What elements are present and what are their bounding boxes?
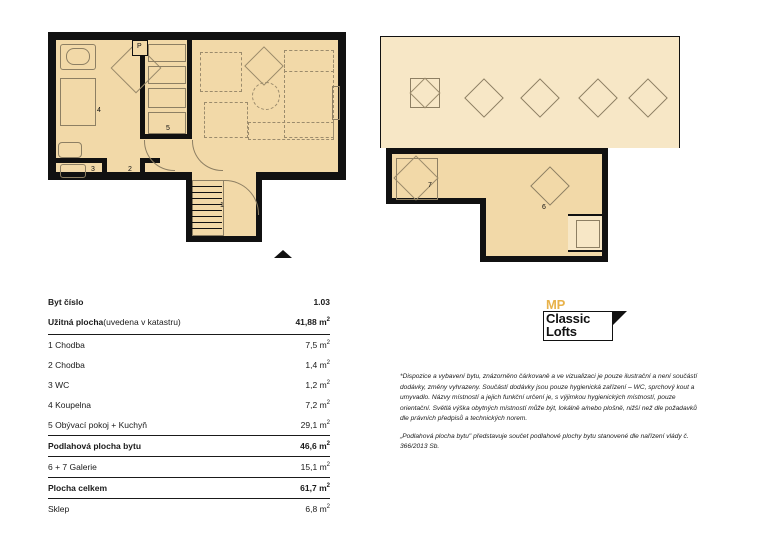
gallery-number-7: 7 xyxy=(428,182,432,189)
furniture-shelf xyxy=(248,122,334,140)
table-row xyxy=(48,375,330,395)
kitchen-hob xyxy=(148,66,186,84)
row-unit: m xyxy=(319,380,327,390)
row-unit-sup: 2 xyxy=(326,400,330,407)
row-unit: m xyxy=(319,420,327,430)
stair-step-8 xyxy=(192,228,222,229)
room-number-1: 1 xyxy=(220,202,224,209)
area-table xyxy=(48,292,330,519)
gallery-wall-top xyxy=(386,148,608,154)
marker-p-label: P xyxy=(137,43,142,50)
logo-line-2: Classic xyxy=(546,310,591,326)
gallery-niche-inner xyxy=(576,220,600,248)
logo-line-3: Lofts xyxy=(546,324,577,339)
gallery-wall-right xyxy=(602,148,608,262)
table-row xyxy=(48,335,330,355)
fixture-basin xyxy=(66,48,90,65)
furniture-headboard xyxy=(284,50,334,72)
row-note: (uvedena v katastru) xyxy=(103,317,181,327)
room-number-5: 5 xyxy=(166,125,170,132)
gallery-number-6: 6 xyxy=(542,204,546,211)
row-value: 1,4 xyxy=(305,360,318,370)
wall-partition-5 xyxy=(102,158,107,180)
row-unit-sup: 2 xyxy=(326,462,330,469)
wall-bottom-right xyxy=(256,172,346,180)
gallery-void-top xyxy=(380,36,680,37)
furniture-table xyxy=(252,82,280,110)
row-unit: m xyxy=(319,400,327,410)
room-number-3: 3 xyxy=(91,166,95,173)
row-value: 41,88 xyxy=(295,317,317,327)
row-label: 4 Koupelna xyxy=(48,400,92,410)
gallery-niche-bottom xyxy=(568,250,602,252)
row-unit: m xyxy=(319,483,327,493)
kitchen-cabinet xyxy=(148,88,186,108)
row-value: 46,6 xyxy=(300,441,317,451)
stair-step-3 xyxy=(192,198,222,199)
row-unit: m xyxy=(319,317,327,327)
table-row-plocha-celkem xyxy=(48,478,330,498)
wall-partition-3 xyxy=(187,40,192,139)
brand-logo xyxy=(543,298,633,350)
room-number-2: 2 xyxy=(128,166,132,173)
gallery-niche-top xyxy=(568,214,602,216)
row-value: 29,1 xyxy=(300,420,318,430)
table-row-podlahova-plocha xyxy=(48,436,330,456)
stair-step-5 xyxy=(192,210,222,211)
table-row xyxy=(48,355,330,375)
row-label: Sklep xyxy=(48,504,70,514)
row-value: 1.03 xyxy=(313,297,330,307)
row-label: Užitná plocha xyxy=(48,317,104,327)
floor-plan-left xyxy=(40,22,358,280)
kitchen-counter xyxy=(148,44,186,62)
disclaimer-paragraph-1: *Dispozice a vybavení bytu, znázorněno čárkovaně a ve vizualizaci je pouze ilustrační a není součástí dodávky, změny vyhrazeny. Součástí dodávky jsou pouze hygienická zařízení – WC, sprchový kout a umyvadlo. Názvy místností a jejich funkční určení je, s výjimkou hygienických místností, pouze orientační. Světlá výška obytných místností může být, lokálně a/nebo plošně, nižší než dle požadavků dle právních předpisů a technických norem. xyxy=(400,373,698,422)
stair-step-2 xyxy=(192,192,222,193)
row-unit-sup: 2 xyxy=(326,483,330,490)
row-label: Byt číslo xyxy=(48,297,84,307)
room-number-4: 4 xyxy=(97,107,101,114)
logo-fold-icon xyxy=(613,311,627,325)
table-row-uzitna-plocha xyxy=(48,312,330,334)
gallery-wall-inner xyxy=(480,198,486,262)
row-unit-sup: 2 xyxy=(326,340,330,347)
fixture-wc-2 xyxy=(60,164,86,178)
row-unit: m xyxy=(319,441,327,451)
gallery-wall-bottom xyxy=(480,256,608,262)
wall-entry-bottom xyxy=(186,236,262,242)
table-row xyxy=(48,457,330,477)
row-unit: m xyxy=(319,340,327,350)
gallery-void-right xyxy=(679,36,680,148)
wall-partition-7 xyxy=(140,158,145,180)
fixture-wc xyxy=(58,142,82,158)
logo-text xyxy=(546,298,590,339)
row-value: 6,8 xyxy=(305,504,318,514)
table-row-byt-cislo xyxy=(48,292,330,312)
table-row xyxy=(48,415,330,435)
row-value: 7,5 xyxy=(305,340,318,350)
window-glazing xyxy=(332,86,340,120)
row-unit: m xyxy=(319,504,327,514)
row-label: Podlahová plocha bytu xyxy=(48,441,142,451)
row-label: 3 WC xyxy=(48,380,70,390)
north-arrow xyxy=(274,250,292,258)
table-row-sklep xyxy=(48,499,330,519)
row-unit-sup: 2 xyxy=(326,504,330,511)
gallery-wall-left xyxy=(386,148,392,204)
stair-step-1 xyxy=(192,186,222,187)
row-value: 1,2 xyxy=(305,380,318,390)
wall-partition-2 xyxy=(140,134,192,139)
row-value: 7,2 xyxy=(305,400,318,410)
row-unit-sup: 2 xyxy=(326,360,330,367)
wall-top xyxy=(48,32,346,40)
row-label: 6 + 7 Galerie xyxy=(48,462,97,472)
row-label: 5 Obývací pokoj + Kuchyň xyxy=(48,420,147,430)
disclaimer-paragraph-2: „Podlahová plocha bytu" představuje součet podlahové plochy bytu stanovené dle nařízení vlády č. 366/2013 Sb. xyxy=(400,432,689,450)
fixture-shower xyxy=(60,78,96,126)
disclaimer-text xyxy=(400,372,700,460)
row-label: Plocha celkem xyxy=(48,483,108,493)
row-unit-sup: 2 xyxy=(326,420,330,427)
floor-plan-right xyxy=(372,22,692,280)
gallery-void-left xyxy=(380,36,381,148)
furniture-sofa xyxy=(204,102,248,138)
row-unit-sup: 2 xyxy=(326,441,330,448)
row-label: 2 Chodba xyxy=(48,360,85,370)
row-unit: m xyxy=(319,462,327,472)
row-label: 1 Chodba xyxy=(48,340,85,350)
stair-step-6 xyxy=(192,216,222,217)
logo-line-1: MP xyxy=(546,297,566,312)
row-value: 61,7 xyxy=(300,483,317,493)
furniture-armchair xyxy=(200,52,242,92)
row-unit: m xyxy=(319,360,327,370)
row-unit-sup: 2 xyxy=(326,380,330,387)
wall-left xyxy=(48,32,56,180)
stair-step-4 xyxy=(192,204,222,205)
row-value: 15,1 xyxy=(300,462,318,472)
stair-step-7 xyxy=(192,222,222,223)
wall-partition-4 xyxy=(56,158,106,163)
table-row xyxy=(48,395,330,415)
row-unit-sup: 2 xyxy=(326,317,330,324)
